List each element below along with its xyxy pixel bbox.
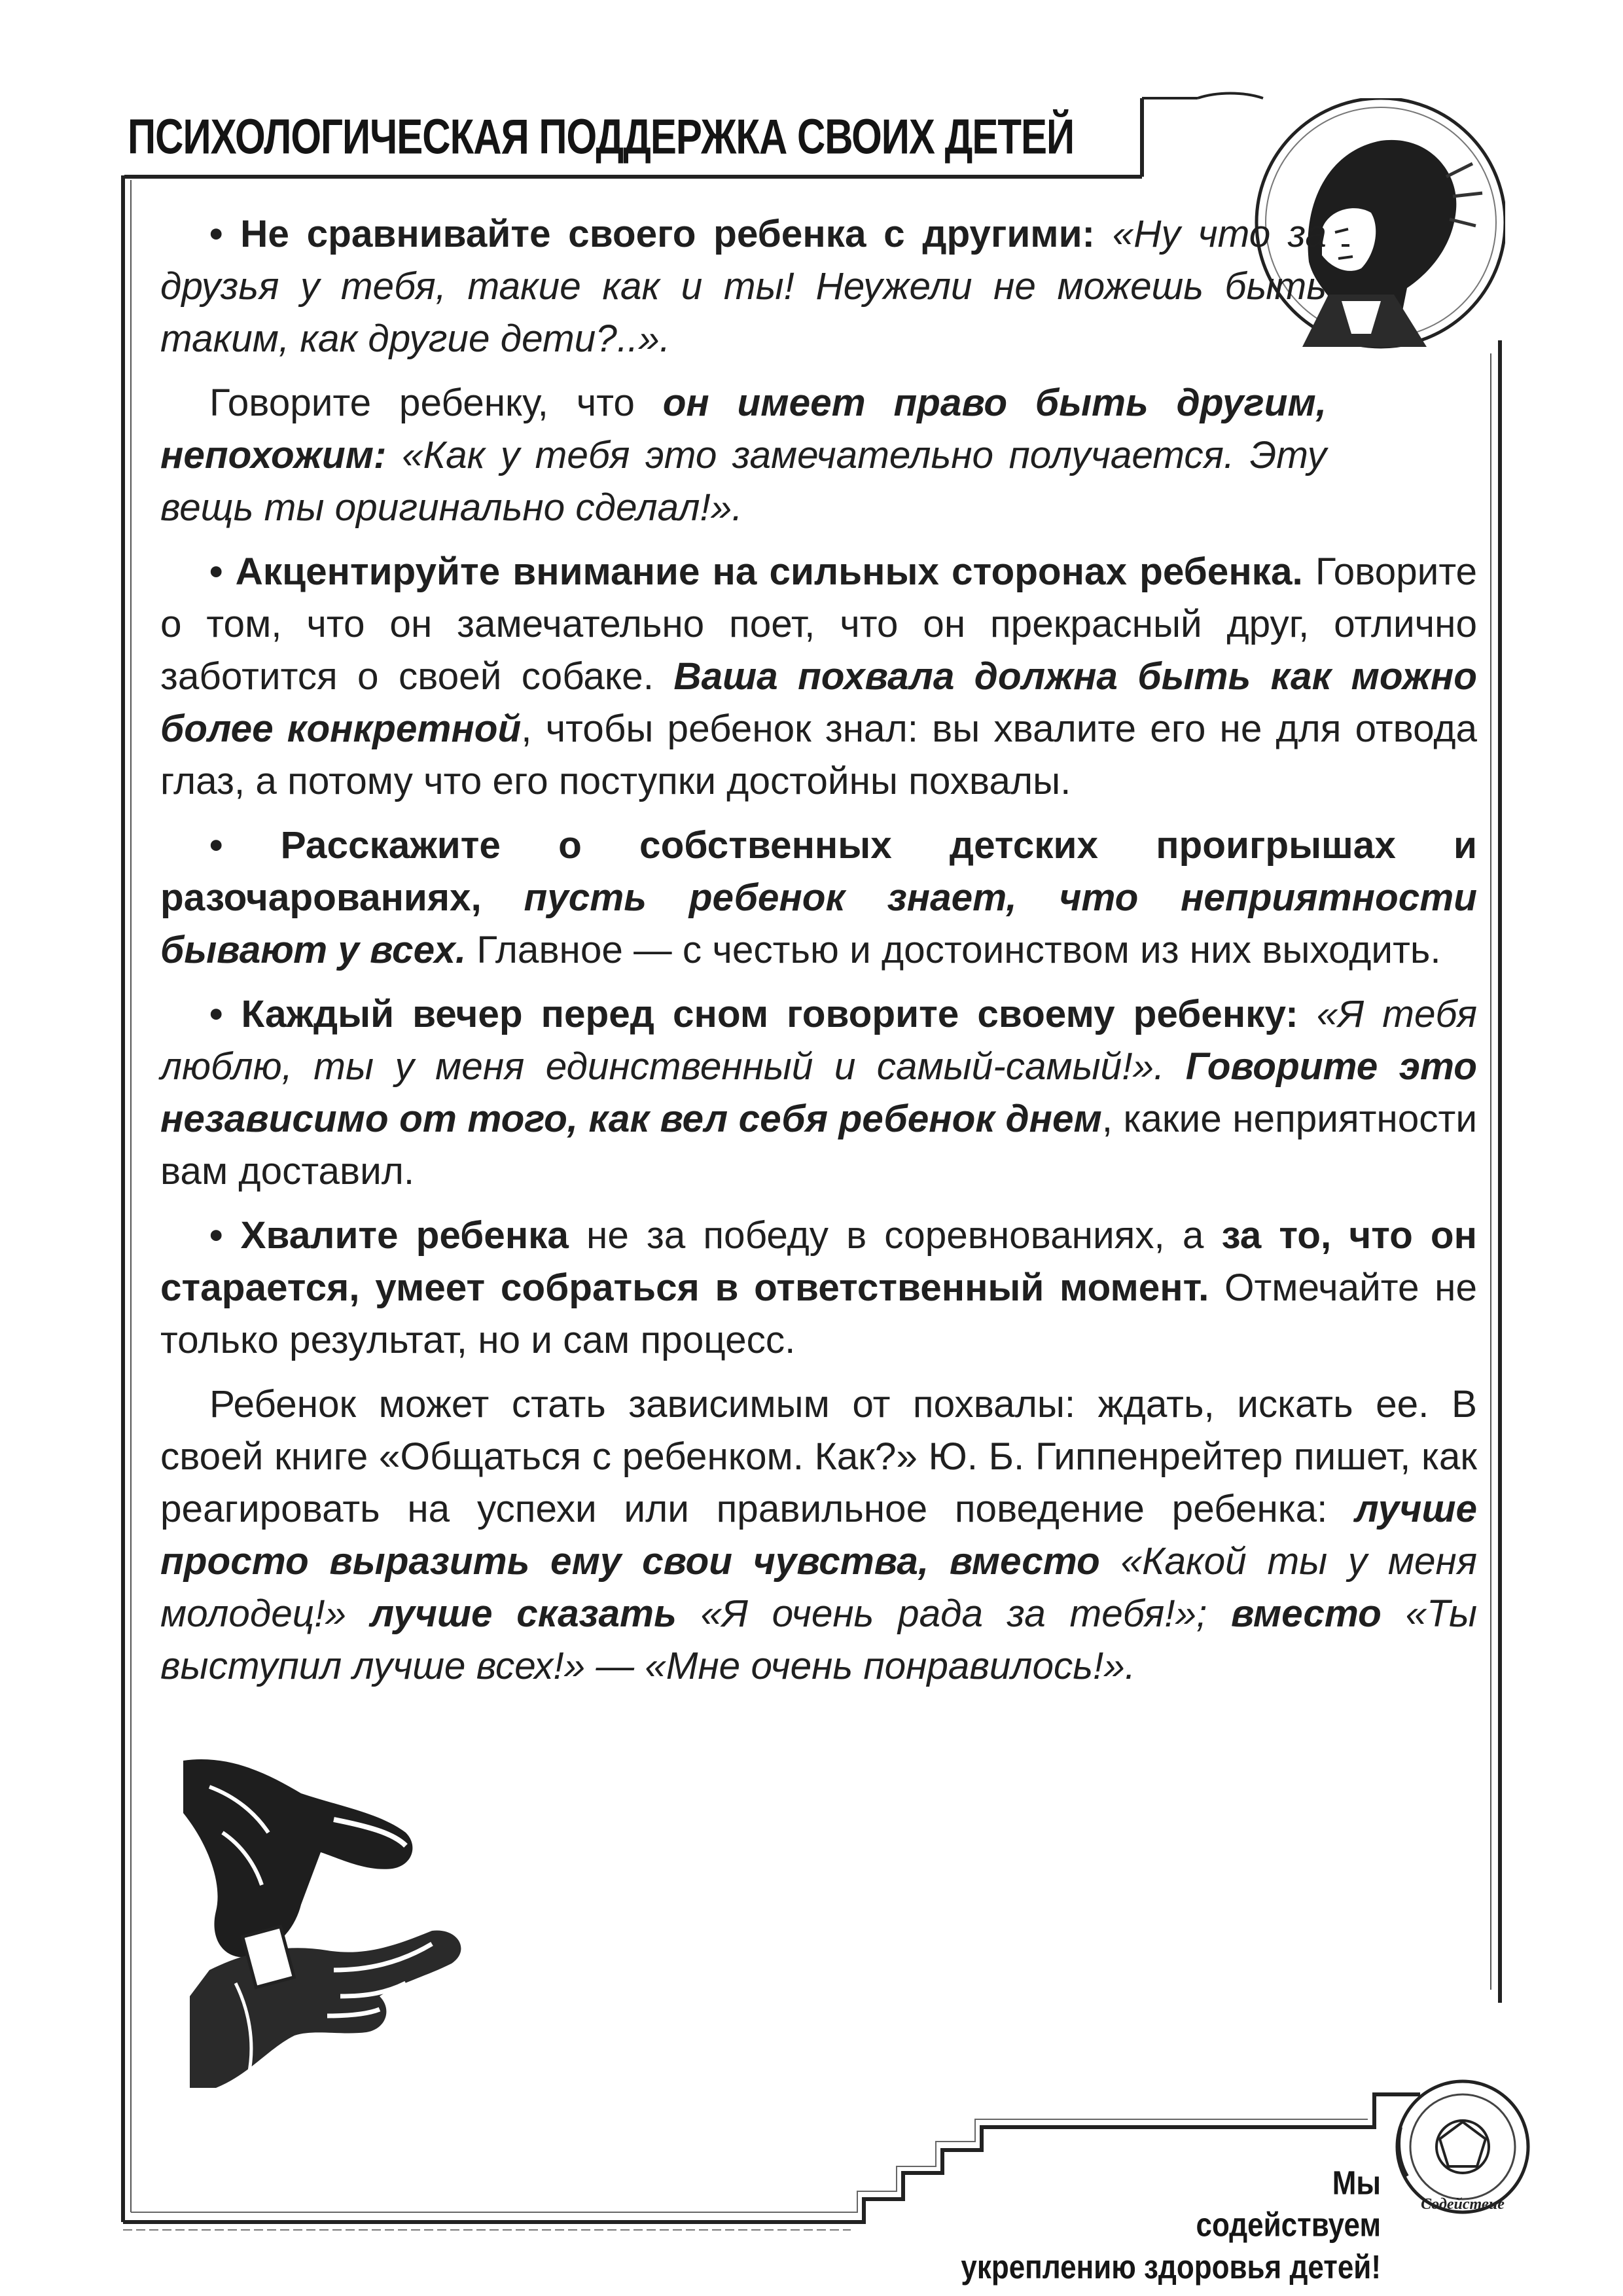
tip-heading: • Хвалите ребенка [209,1214,569,1257]
footer-slogan [805,2162,1381,2289]
paragraph-compare [160,208,1477,365]
article-body [160,208,1477,1704]
paragraph-praise [160,1210,1477,1367]
emphasis-text: за то, что он старается, умеет собраться в ответственный момент. [160,1214,1477,1309]
emphasis-text: Ваша похвала должна быть как можно более конкретной [160,655,1477,750]
tip-heading: • Каждый вечер перед сном говорите своему ребенку: [209,993,1298,1035]
quote-text: «Ну что за друзья у тебя, такие как и ты! Неужели не можешь быть таким, как другие дети?..». [160,213,1327,360]
quote-text: «Я тебя люблю, ты у меня единственный и самый-самый!». [160,993,1477,1088]
emphasis-text: Говорите это независимо от того, как вел себя ребенок днем [160,1045,1477,1140]
emphasis-text: лучше сказать [346,1592,677,1635]
publisher-logo [1387,2075,1538,2225]
hands-illustration [170,1734,537,2101]
tip-heading: • Расскажите о собственных детских проигрышах и разочарованиях, [160,824,1477,919]
paragraph-failures [160,819,1477,977]
emphasis-text: пусть ребенок знает, что неприятности бывают у всех. [160,876,1477,971]
paragraph-strengths [160,546,1477,808]
body-text: , какие неприятности вам доставил. [160,1098,1477,1193]
page-title: ПСИХОЛОГИЧЕСКАЯ ПОДДЕРЖКА СВОИХ ДЕТЕЙ [128,109,1075,164]
slogan-line-2: содействуем [1196,2206,1381,2244]
logo-text: Содействие [1421,2196,1505,2213]
body-text: не за победу в соревнованиях, а [568,1214,1222,1257]
quote-text: «Как у тебя это замечательно получается. Эту вещь ты оригинально сделал!». [160,434,1327,529]
body-text: , чтобы ребенок знал: вы хвалите его не для отвода глаз, а потому что его поступки достойны похвалы. [160,708,1477,802]
paragraph-right-to-differ [160,377,1477,534]
quote-text: «Ты выступил лучше всех!» — «Мне очень понравилось!». [160,1592,1478,1687]
slogan-line-3: укреплению здоровья детей! [961,2249,1381,2286]
quote-text: «Я очень рада за тебя!»; [676,1592,1207,1635]
body-text: Говорите ребенку, что [209,382,663,424]
emphasis-text: лучше просто выразить ему свои чувства, вместо [160,1488,1477,1583]
tip-heading: • Не сравнивайте своего ребенка с другими: [209,213,1096,255]
quote-text: «Какой ты у меня молодец!» [160,1540,1477,1635]
body-text: Отмечайте не только результат, но и сам процесс. [160,1266,1477,1361]
body-text: Главное — с честью и достоинством из них выходить. [466,929,1441,971]
body-text: Ребенок может стать зависимым от похвалы: ждать, искать ее. В своей книге «Общаться с ребенком. Как?» Ю. Б. Гиппенрейтер пишет, как реагировать на успехи или правильное поведение ребенка: [160,1383,1477,1530]
tip-heading: • Акцентируйте внимание на сильных сторонах ребенка. [209,550,1303,593]
slogan-line-1: Мы [1332,2164,1381,2202]
paragraph-dependence [160,1378,1477,1693]
paragraph-evening [160,988,1477,1198]
emphasis-text: он имеет право быть другим, непохожим: [160,382,1327,476]
body-text: Говорите о том, что он замечательно поет, что он прекрасный друг, отлично заботится о своей собаке. [160,550,1477,698]
emphasis-text: вместо [1207,1592,1382,1635]
